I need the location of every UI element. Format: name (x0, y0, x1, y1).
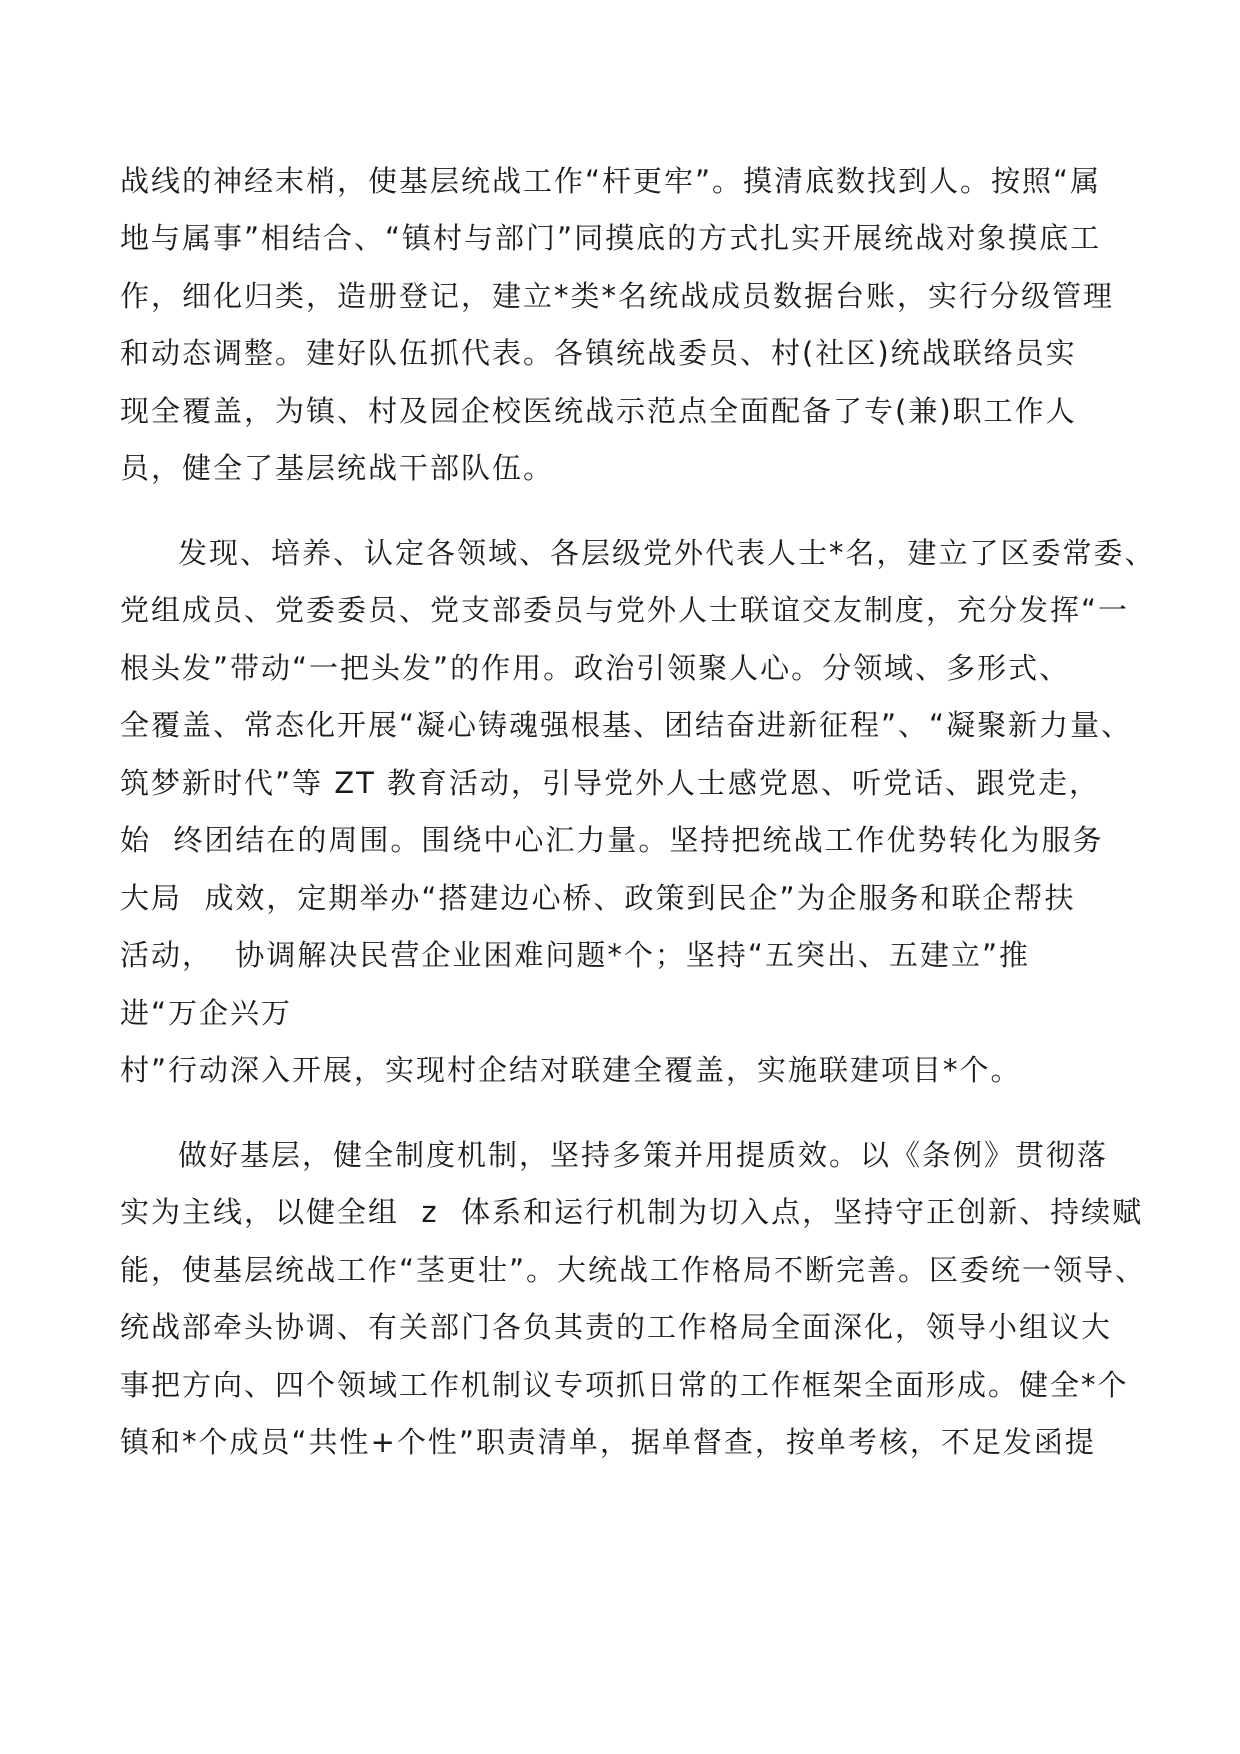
text-line: 能，使基层统战工作“茎更壮”。大统战工作格局不断完善。区委统一领导、 (120, 1253, 1147, 1287)
text-line: 进“万企兴万 (120, 996, 293, 1030)
text-line: 活动， 协调解决民营企业困难问题*个；坚持“五突出、五建立”推 (120, 938, 1030, 972)
text-line: 和动态调整。建好队伍抓代表。各镇统战委员、村(社区)统战联络员实 (120, 336, 1077, 370)
text-line: 始 终团结在的周围。围绕中心汇力量。坚持把统战工作优势转化为服务 (120, 823, 1104, 857)
text-line: 事把方向、四个领域工作机制议专项抓日常的工作框架全面形成。健全*个 (120, 1368, 1129, 1402)
text-line: 镇和*个成员“共性+个性”职责清单，据单督查，按单考核，不足发函提 (120, 1425, 1096, 1459)
text-line: 员，健全了基层统战干部队伍。 (120, 451, 555, 485)
text-line: 大局 成效，定期举办“搭建边心桥、政策到民企”为企服务和联企帮扶 (120, 881, 1076, 915)
text-line: 现全覆盖，为镇、村及园企校医统战示范点全面配备了专(兼)职工作人 (120, 394, 1077, 428)
text-line: 党组成员、党委委员、党支部委员与党外人士联谊交友制度，充分发挥“一 (120, 593, 1130, 627)
text-line: 村”行动深入开展，实现村企结对联建全覆盖，实施联建项目*个。 (120, 1053, 1022, 1087)
text-line: 筑梦新时代”等 ZT 教育活动，引导党外人士感党恩、听党话、跟党走， (120, 766, 1101, 800)
text-line: 作，细化归类，造册登记，建立*类*名统战成员数据台账，实行分级管理 (120, 279, 1115, 313)
text-line: 根头发”带动“一把头发”的作用。政治引领聚人心。分领域、多形式、 (120, 651, 1071, 685)
text-line: 实为主线，以健全组 z 体系和运行机制为切入点，坚持守正创新、持续赋 (120, 1195, 1144, 1229)
text-line: 统战部牵头协调、有关部门各负其责的工作格局全面深化，领导小组议大 (120, 1310, 1113, 1344)
text-line: 做好基层，健全制度机制，坚持多策并用提质效。以《条例》贯彻落 (178, 1138, 1109, 1172)
text-line: 发现、培养、认定各领域、各层级党外代表人士*名，建立了区委常委、 (178, 536, 1156, 570)
text-line: 全覆盖、常态化开展“凝心铸魂强根基、团结奋进新征程”、“凝聚新力量、 (120, 708, 1133, 742)
text-line: 地与属事”相结合、“镇村与部门”同摸底的方式扎实开展统战对象摸底工 (120, 221, 1102, 255)
text-line: 战线的神经末梢，使基层统战工作“杆更牢”。摸清底数找到人。按照“属 (120, 164, 1102, 198)
